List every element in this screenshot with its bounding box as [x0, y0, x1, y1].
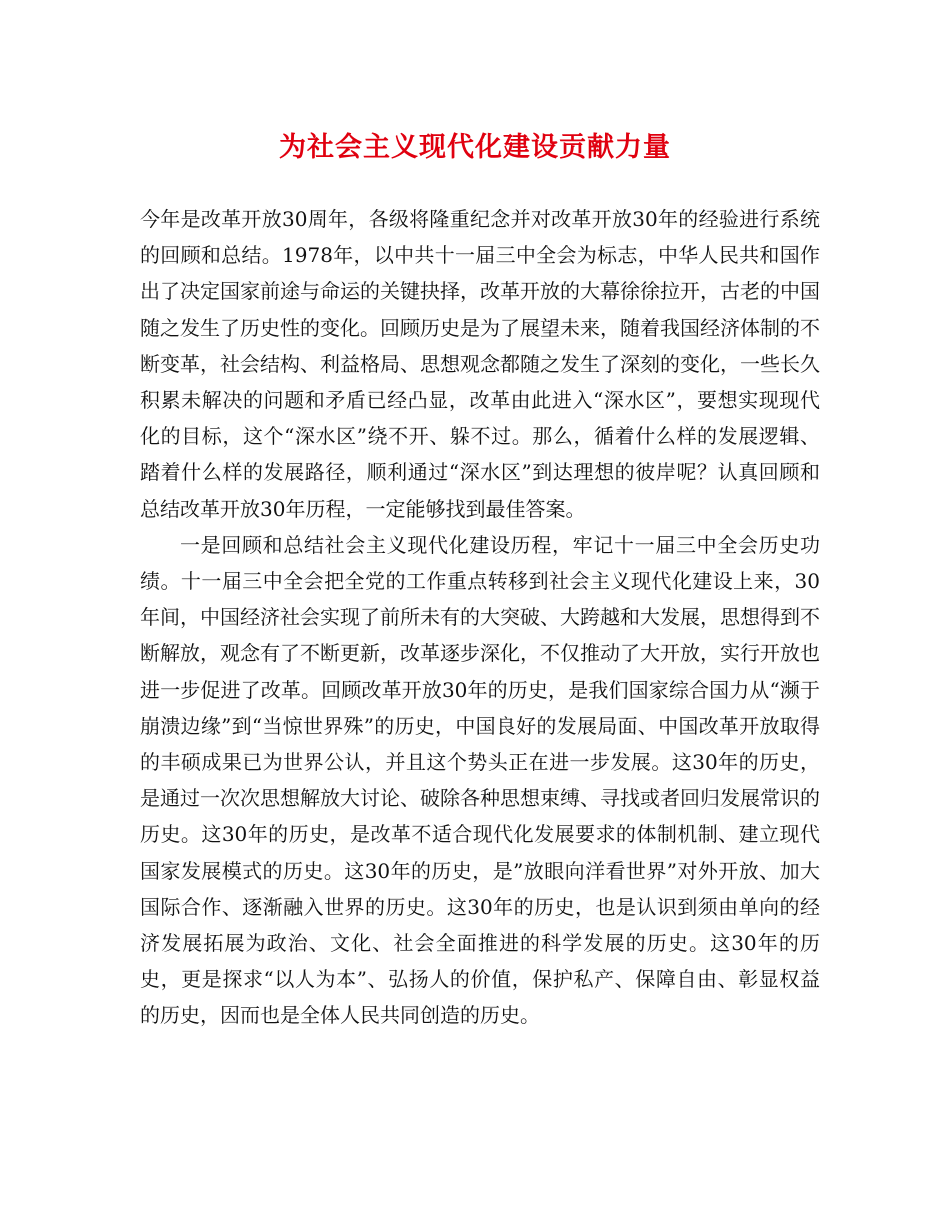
paragraph-intro: 今年是改革开放30周年，各级将隆重纪念并对改革开放30年的经验进行系统的回顾和总结。1978年，以中共十一届三中全会为标志，中华人民共和国作出了决定国家前途与命运的关键抉择，改革开放的大幕徐徐拉开，古老的中国随之发生了历史性的变化。回顾历史是为了展望未来，随着我国经济体制的不断变革，社会结构、利益格局、思想观念都随之发生了深刻的变化，一些长久积累未解决的问题和矛盾已经凸显，改革由此进入“深水区”，要想实现现代化的目标，这个“深水区”绕不开、躲不过。那么，循着什么样的发展逻辑、踏着什么样的发展路径，顺利通过“深水区”到达理想的彼岸呢？认真回顾和总结改革开放30年历程，一定能够找到最佳答案。 — [140, 207, 820, 521]
document-title: 为社会主义现代化建设贡献力量 — [279, 132, 671, 163]
document-body — [140, 201, 820, 1034]
paragraph-point-one: 一是回顾和总结社会主义现代化建设历程，牢记十一届三中全会历史功绩。十一届三中全会把全党的工作重点转移到社会主义现代化建设上来，30年间，中国经济社会实现了前所未有的大突破、大跨越和大发展，思想得到不断解放，观念有了不断更新，改革逐步深化，不仅推动了大开放，实行开放也进一步促进了改革。回顾改革开放30年的历史，是我们国家综合国力从“濒于崩溃边缘”到“当惊世界殊”的历史，中国良好的发展局面、中国改革开放取得的丰硕成果已为世界公认，并且这个势头正在进一步发展。这30年的历史，是通过一次次思想解放大讨论、破除各种思想束缚、寻找或者回归发展常识的历史。这30年的历史，是改革不适合现代化发展要求的体制机制、建立现代国家发展模式的历史。这30年的历史，是”放眼向洋看世界”对外开放、加大国际合作、逐渐融入世界的历史。这30年的历史，也是认识到须由单向的经济发展拓展为政治、文化、社会全面推进的科学发展的历史。这30年的历史，更是探求“以人为本”、弘扬人的价值，保护私产、保障自由、彰显权益的历史，因而也是全体人民共同创造的历史。 — [140, 532, 820, 1028]
